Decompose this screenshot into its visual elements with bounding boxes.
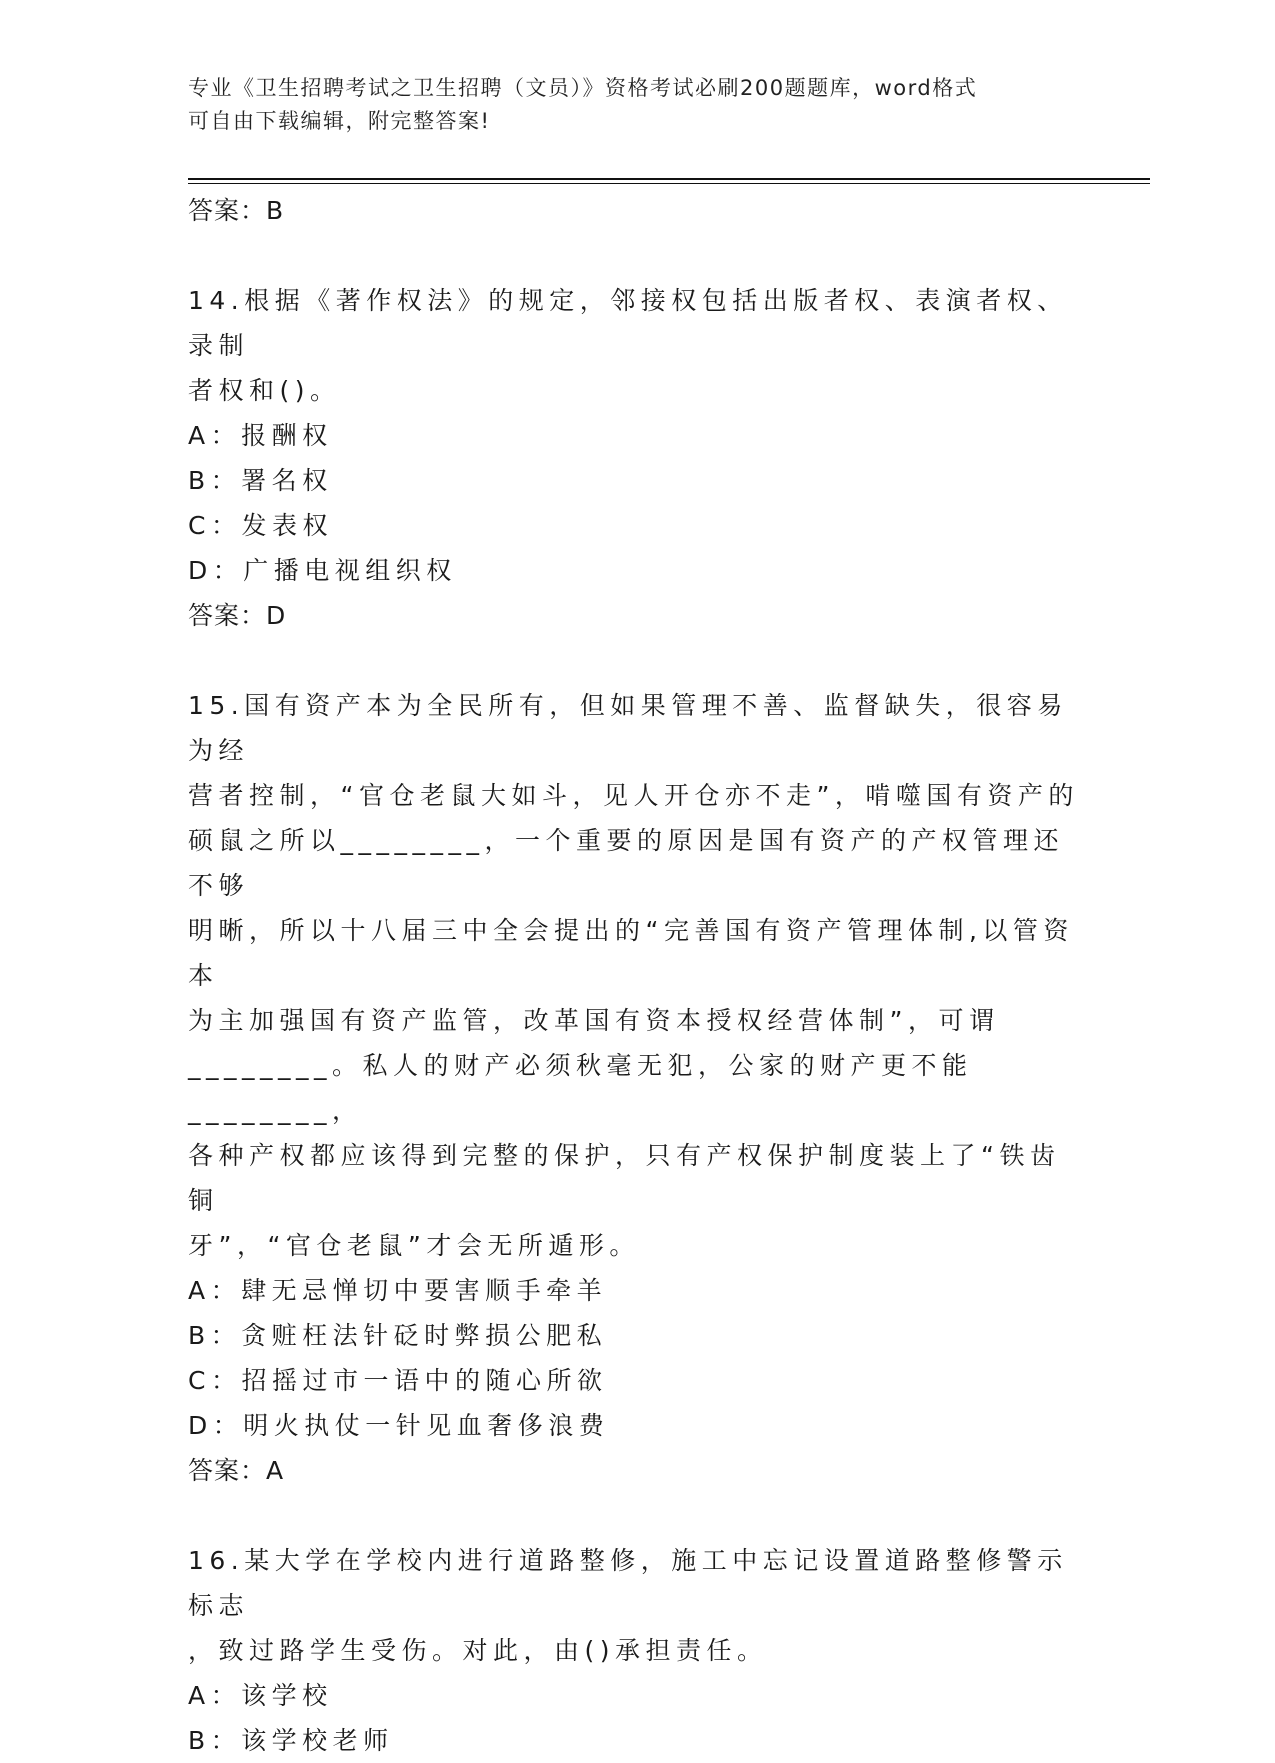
option-a: A：该学校 [188,1681,333,1710]
question-text-line: 15.国有资产本为全民所有，但如果管理不善、监督缺失，很容易为经 [188,691,1068,765]
document-body [188,188,1088,1763]
spacer [188,233,1088,278]
question-text-line: ________。私人的财产必须秋毫无犯，公家的财产更不能________， [188,1051,973,1125]
question-text-line: 为主加强国有资产监管，改革国有资本授权经营体制”，可谓 [188,1006,1000,1035]
answer-q14: 答案：D [188,601,287,630]
spacer [188,1493,1088,1538]
question-text-line: 14.根据《著作权法》的规定，邻接权包括出版者权、表演者权、录制 [188,286,1068,360]
header-line-1: 专业《卫生招聘考试之卫生招聘（文员）》资格考试必刷200题题库，word格式 [188,76,978,100]
question-text-line: 硕鼠之所以________，一个重要的原因是国有资产的产权管理还不够 [188,826,1065,900]
option-b: B：该学校老师 [188,1726,394,1755]
question-text-line: 牙”，“官仓老鼠”才会无所遁形。 [188,1231,640,1260]
answer-q13: 答案：B [188,196,285,225]
question-16 [188,1538,1088,1763]
question-15 [188,683,1088,1448]
question-text-line: 各种产权都应该得到完整的保护，只有产权保护制度装上了“铁齿铜 [188,1141,1061,1215]
answer-q15: 答案：A [188,1456,285,1485]
question-text-line: 16.某大学在学校内进行道路整修，施工中忘记设置道路整修警示标志 [188,1546,1068,1620]
header-divider-thick [188,178,1150,180]
option-d: D：广播电视组织权 [188,556,457,585]
option-a: A：肆无忌惮切中要害顺手牵羊 [188,1276,608,1305]
header-line-2: 可自由下载编辑，附完整答案! [188,109,491,133]
document-header [188,72,1088,138]
option-b: B：贪赃枉法针砭时弊损公肥私 [188,1321,608,1350]
option-d: D：明火执仗一针见血奢侈浪费 [188,1411,610,1440]
question-text-line: ，致过路学生受伤。对此，由()承担责任。 [188,1636,768,1665]
question-14 [188,278,1088,593]
spacer [188,638,1088,683]
question-text-line: 营者控制，“官仓老鼠大如斗，见人开仓亦不走”，啃噬国有资产的 [188,781,1079,810]
option-b: B：署名权 [188,466,333,495]
question-text-line: 者权和()。 [188,376,341,405]
option-a: A：报酬权 [188,421,333,450]
option-c: C：招摇过市一语中的随心所欲 [188,1366,608,1395]
option-c: C：发表权 [188,511,333,540]
header-divider-thin [188,183,1150,184]
question-text-line: 明晰，所以十八届三中全会提出的“完善国有资产管理体制,以管资本 [188,916,1074,990]
